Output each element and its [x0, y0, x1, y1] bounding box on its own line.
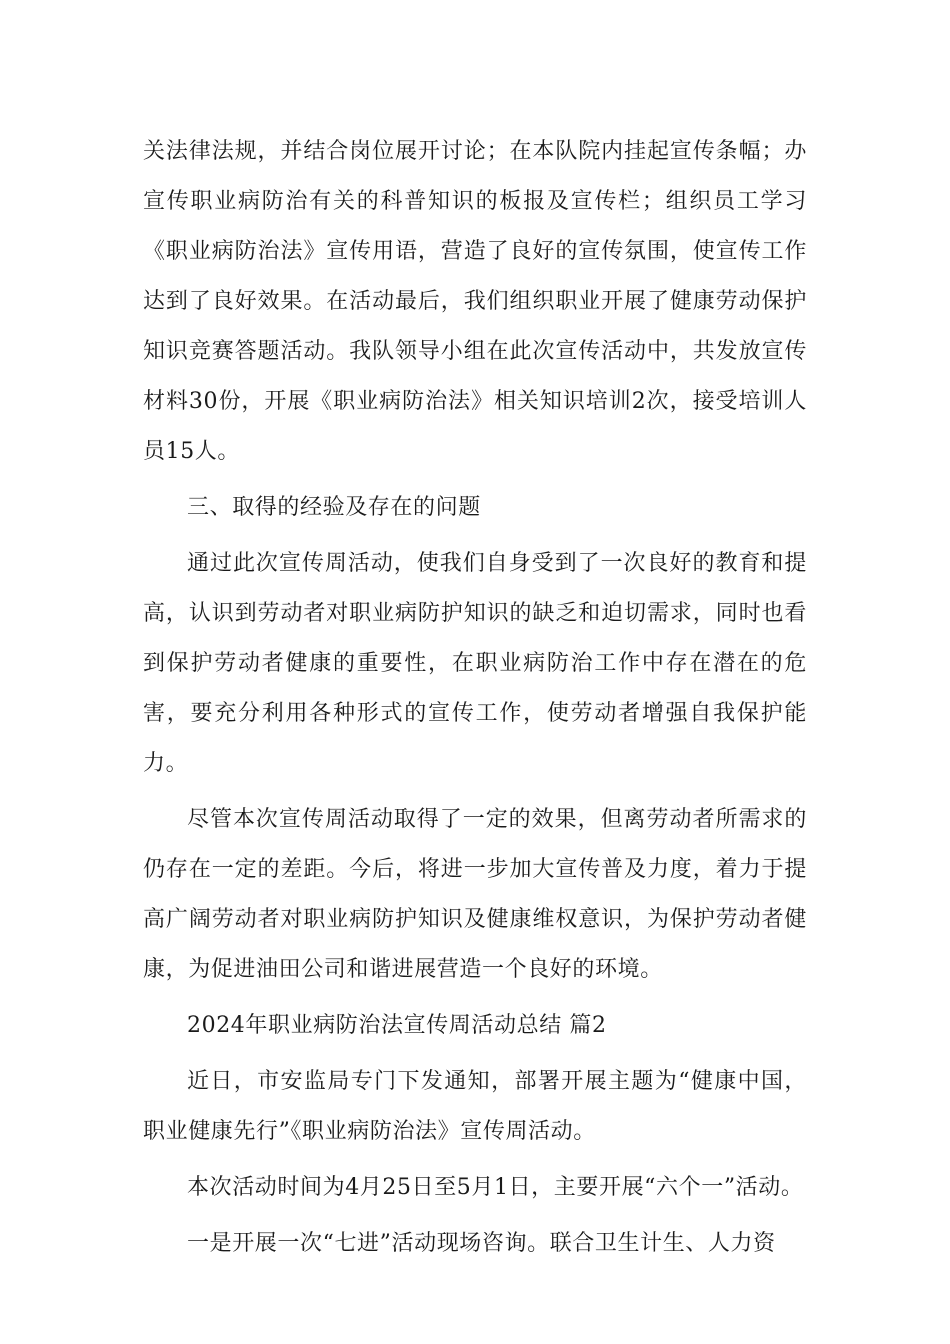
paragraph-6: 一是开展一次“七进”活动现场咨询。联合卫生计生、人力资	[187, 1231, 776, 1256]
paragraph-2: 通过此次宣传周活动，使我们自身受到了一次良好的教育和提高，认识到劳动者对职业病防护知识的缺乏和迫切需求，同时也看到保护劳动者健康的重要性，在职业病防治工作中存在潜在的危害，要充分利用各种形式的宣传工作，使劳动者增强自我保护能力。	[143, 551, 807, 776]
document-body	[143, 127, 807, 1269]
article-title-part-2: 2024年职业病防治法宣传周活动总结 篇2	[187, 1013, 607, 1038]
section-heading-3: 三、取得的经验及存在的问题	[187, 495, 481, 520]
paragraph-4: 近日，市安监局专门下发通知，部署开展主题为“健康中国，职业健康先行”《职业病防治法》宣传周活动。	[143, 1069, 807, 1144]
paragraph-5: 本次活动时间为4月25日至5月1日，主要开展“六个一”活动。	[187, 1175, 804, 1200]
paragraph-1: 关法律法规，并结合岗位展开讨论；在本队院内挂起宣传条幅；办宣传职业病防治有关的科普知识的板报及宣传栏；组织员工学习《职业病防治法》宣传用语，营造了良好的宣传氛围，使宣传工作达到了良好效果。在活动最后，我们组织职业开展了健康劳动保护知识竞赛答题活动。我队领导小组在此次宣传活动中，共发放宣传材料30份，开展《职业病防治法》相关知识培训2次，接受培训人员15人。	[143, 139, 807, 464]
paragraph-3: 尽管本次宣传周活动取得了一定的效果，但离劳动者所需求的仍存在一定的差距。今后，将进一步加大宣传普及力度，着力于提高广阔劳动者对职业病防护知识及健康维权意识，为保护劳动者健康，为促进油田公司和谐进展营造一个良好的环境。	[143, 807, 807, 982]
